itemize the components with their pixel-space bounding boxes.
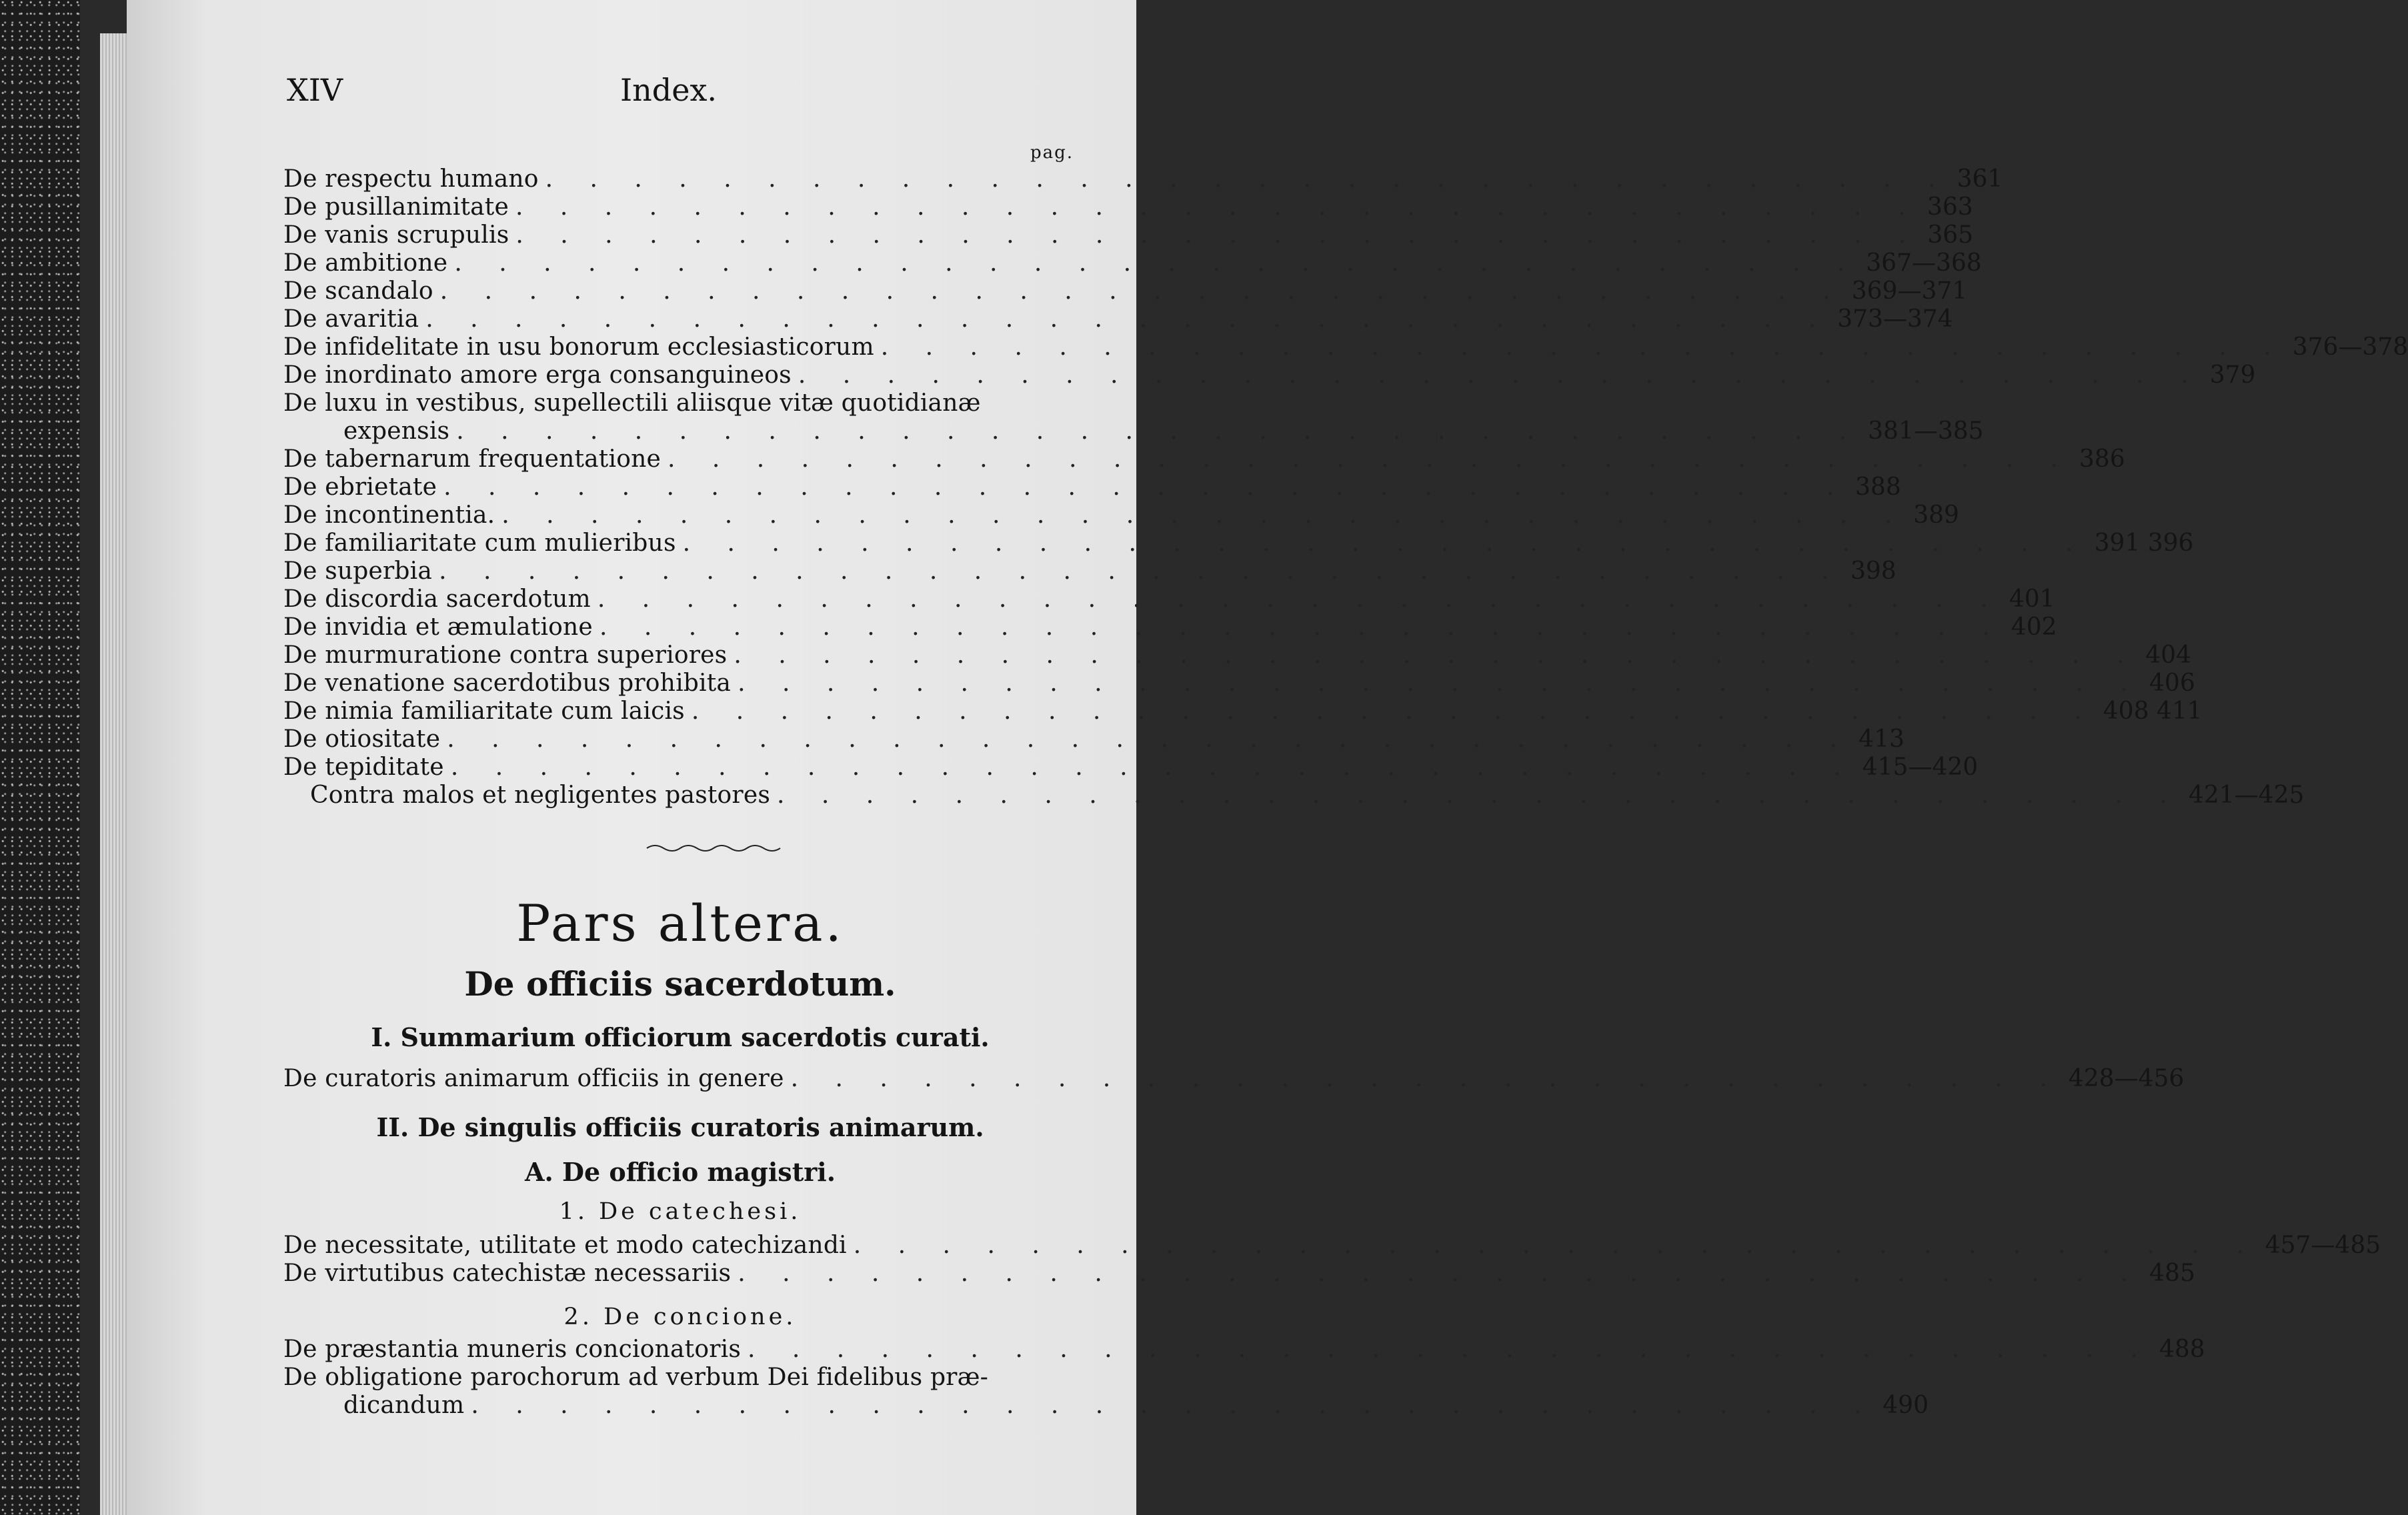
entry-page: 391 396 <box>2094 529 2194 557</box>
entry-page: 402 <box>2011 613 2057 641</box>
index-list-part1 <box>283 165 2408 810</box>
entry-page: 389 <box>1913 501 1959 529</box>
dot-leader: . . . . . . . . . . . . . . . . . . . . . . . . . . . . . . . . <box>447 725 1853 753</box>
list-item <box>283 782 2305 810</box>
list-item <box>283 445 2125 473</box>
list-item <box>283 1364 1077 1392</box>
entry-title: dicandum <box>343 1392 465 1419</box>
dot-leader: . . . . . . . . . . . . . . . . . . . . . . . . . . . . . . . . <box>880 333 2286 361</box>
dot-leader: . . . . . . . . . . . . . . . . . . . . . . . . . . . . . . . . <box>456 417 1862 445</box>
entry-title: De infidelitate in usu bonorum ecclesiasticorum <box>283 333 874 361</box>
entry-page: 386 <box>2079 445 2125 473</box>
entry-title: De ebrietate <box>283 473 437 501</box>
entry-page: 365 <box>1927 221 1974 249</box>
concione-list <box>283 1336 2205 1420</box>
entry-page: 388 <box>1855 473 1901 501</box>
list-item <box>283 557 1897 585</box>
dot-leader: . . . . . . . . . . . . . . . . . . . . . . . . . . . . . . . . <box>738 669 2143 697</box>
entry-page: 485 <box>2149 1260 2195 1287</box>
entry-page: 415—420 <box>1862 753 1979 781</box>
section-1-heading: I. Summarium officiorum sacerdotis curati. <box>371 1022 990 1052</box>
page-title: Index. <box>620 72 718 108</box>
dot-leader: . . . . . . . . . . . . . . . . . . . . . . . . . . . . . . . . <box>515 193 1921 221</box>
page-number: XIV <box>287 72 343 108</box>
subsection-1-heading: 1. De catechesi. <box>559 1198 802 1225</box>
entry-title: De respectu humano <box>283 165 539 193</box>
dot-leader: . . . . . . . . . . . . . . . . . . . . . . . . . . . . . . . . <box>439 557 1844 585</box>
part-title: Pars altera. <box>516 894 844 953</box>
entry-page: 457—485 <box>2265 1232 2381 1259</box>
list-item <box>283 333 2408 361</box>
book-page <box>127 0 2408 1515</box>
entry-title: Contra malos et negligentes pastores <box>310 782 771 809</box>
list-item <box>283 417 1984 445</box>
list-item <box>283 165 2003 193</box>
entry-title: De superbia <box>283 557 433 585</box>
section-2-heading: II. De singulis officiis curatoris animarum. <box>376 1112 984 1142</box>
entry-page: 490 <box>1883 1392 1929 1419</box>
dot-leader: . . . . . . . . . . . . . . . . . . . . . . . . . . . . . . . . <box>682 529 2088 557</box>
dot-leader: . . . . . . . . . . . . . . . . . . . . . . . . . . . . . . . . <box>734 641 2139 669</box>
entry-page: 381—385 <box>1868 417 1984 445</box>
dot-leader: . . . . . . . . . . . . . . . . . . . . . . . . . . . . . . . . <box>798 361 2203 389</box>
entry-title: De venatione sacerdotibus prohibita <box>283 669 732 697</box>
dot-leader: . . . . . . . . . . . . . . . . . . . . . . . . . . . . . . . . <box>454 249 1860 277</box>
list-item <box>283 1392 1929 1420</box>
entry-page: 406 <box>2149 669 2195 697</box>
catechesi-list <box>283 1232 2381 1288</box>
book-spine <box>0 0 80 1515</box>
dot-leader: . . . . . . . . . . . . . . . . . . . . . . . . . . . . . . . . <box>691 697 2097 725</box>
list-item <box>283 501 1959 529</box>
dot-leader: . . . . . . . . . . . . . . . . . . . . . . . . . . . . . . . . <box>853 1232 2259 1259</box>
entry-page: 376—378 <box>2292 333 2408 361</box>
list-item <box>283 1260 2195 1288</box>
entry-page: 488 <box>2159 1336 2205 1363</box>
entry-page: 413 <box>1859 725 1905 753</box>
list-item <box>283 249 1982 277</box>
entry-page: 379 <box>2209 361 2256 389</box>
entry-title: De inordinato amore erga consanguineos <box>283 361 792 389</box>
flourish-ornament <box>647 842 780 855</box>
dot-leader: . . . . . . . . . . . . . . . . . . . . . . . . . . . . . . . . <box>597 585 2003 613</box>
entry-title: De tabernarum frequentatione <box>283 445 661 473</box>
list-item <box>283 725 1905 753</box>
list-item <box>283 277 1968 305</box>
list-item <box>283 221 1974 249</box>
entry-title: De avaritia <box>283 305 419 333</box>
entry-title: De necessitate, utilitate et modo catechizandi <box>283 1232 847 1259</box>
dot-leader: . . . . . . . . . . . . . . . . . . . . . . . . . . . . . . . . <box>599 613 2005 641</box>
list-item <box>283 473 1901 501</box>
entry-page: 363 <box>1927 193 1973 221</box>
entry-title: De ambitione <box>283 249 448 277</box>
entry-title: De obligatione parochorum ad verbum Dei fidelibus præ- <box>283 1364 988 1391</box>
entry-title: De murmuratione contra superiores <box>283 641 728 669</box>
dot-leader: . . . . . . . . . . . . . . . . . . . . . . . . . . . . . . . . <box>777 782 2182 809</box>
dot-leader: . . . . . . . . . . . . . . . . . . . . . . . . . . . . . . . . <box>748 1336 2153 1363</box>
list-item <box>283 361 2256 389</box>
entry-page: 421—425 <box>2188 782 2305 809</box>
entry-title: De præstantia muneris concionatoris <box>283 1336 741 1363</box>
list-item <box>283 193 1973 221</box>
entry-page: 369—371 <box>1851 277 1968 305</box>
entry-title: De familiaritate cum mulieribus <box>283 529 676 557</box>
entry-page: 404 <box>2145 641 2191 669</box>
dot-leader: . . . . . . . . . . . . . . . . . . . . . . . . . . . . . . . . <box>667 445 2073 473</box>
subsection-2-heading: 2. De concione. <box>563 1304 797 1330</box>
part-subtitle: De officiis sacerdotum. <box>464 964 896 1004</box>
entry-title: De nimia familiaritate cum laicis <box>283 697 685 725</box>
list-item <box>283 613 2057 641</box>
entry-page: 373—374 <box>1837 305 1953 333</box>
dot-leader: . . . . . . . . . . . . . . . . . . . . . . . . . . . . . . . . <box>545 165 1951 193</box>
dot-leader: . . . . . . . . . . . . . . . . . . . . . . . . . . . . . . . . <box>425 305 1831 333</box>
entry-page: 398 <box>1851 557 1897 585</box>
running-header <box>287 72 1056 112</box>
list-item <box>283 1336 2205 1364</box>
dot-leader: . . . . . . . . . . . . . . . . . . . . . . . . . . . . . . . . <box>450 753 1856 781</box>
dot-leader: . . . . . . . . . . . . . . . . . . . . . . . . . . . . . . . . <box>738 1260 2143 1287</box>
entry-title: De incontinentia. <box>283 501 495 529</box>
entry-title: De tepiditate <box>283 753 444 781</box>
dot-leader: . . . . . . . . . . . . . . . . . . . . . . . . . . . . . . . . <box>501 501 1907 529</box>
list-item <box>283 389 1077 417</box>
subsection-a-heading: A. De officio magistri. <box>525 1157 836 1187</box>
list-item: De curatoris animarum officiis in genere . . . . . . . . . . . . . . . . . . . . . . . . . . . . . 428—456 <box>283 1065 2185 1092</box>
dot-leader: . . . . . . . . . . . . . . . . . . . . . . . . . . . . . . . . <box>439 277 1845 305</box>
dot-leader: . . . . . . . . . . . . . . . . . . . . . . . . . . . . . . . . <box>471 1392 1877 1419</box>
dot-leader: . . . . . . . . . . . . . . . . . . . . . . . . . . . . . . . . <box>515 221 1921 249</box>
entry-title: De otiositate <box>283 725 441 753</box>
entry-title: De invidia et æmulatione <box>283 613 593 641</box>
list-item <box>283 669 2195 697</box>
entry-page: 408 411 <box>2103 697 2203 725</box>
list-item <box>283 585 2055 613</box>
entry-title: De pusillanimitate <box>283 193 509 221</box>
entry-title: De virtutibus catechistæ necessariis <box>283 1260 732 1287</box>
entry-page: 367—368 <box>1866 249 1982 277</box>
entry-title: De scandalo <box>283 277 433 305</box>
entry-title: De discordia sacerdotum <box>283 585 591 613</box>
entry-title: expensis <box>343 417 450 445</box>
entry-title: De vanis scrupulis <box>283 221 509 249</box>
entry-page: 361 <box>1957 165 2003 193</box>
list-item <box>283 641 2191 669</box>
list-item <box>283 529 2194 557</box>
entry-title: De luxu in vestibus, supellectili aliisque vitæ quotidianæ <box>283 389 981 417</box>
entry-page: 401 <box>2009 585 2055 613</box>
dot-leader: . . . . . . . . . . . . . . . . . . . . . . . . . . . . . . . . <box>443 473 1849 501</box>
pag-label: pag. <box>1030 143 1074 163</box>
list-item <box>283 697 2203 725</box>
section-1-entry <box>283 1065 2185 1093</box>
list-item <box>283 305 1953 333</box>
list-item <box>283 753 1979 782</box>
list-item <box>283 1232 2381 1260</box>
